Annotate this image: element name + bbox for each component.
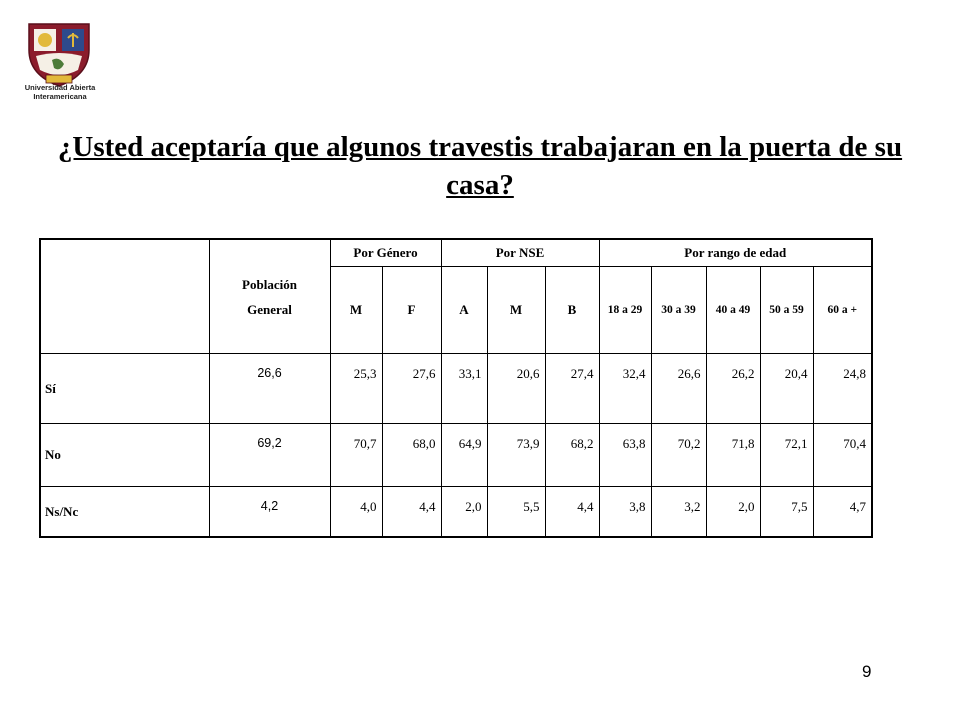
- subheader-genero-f: F: [382, 267, 441, 354]
- row-label: Ns/Nc: [40, 487, 209, 538]
- institution-name: [10, 83, 110, 101]
- table-cell: 2,0: [441, 487, 487, 538]
- table-cell: 26,6: [651, 354, 706, 424]
- table-cell: 64,9: [441, 424, 487, 487]
- subheader-nse-a: A: [441, 267, 487, 354]
- table-cell: 70,2: [651, 424, 706, 487]
- table-cell: 68,2: [545, 424, 599, 487]
- table-cell: 68,0: [382, 424, 441, 487]
- table-cell: 63,8: [599, 424, 651, 487]
- table-cell: 4,2: [209, 487, 330, 538]
- subheader-edad-60-plus: 60 a +: [813, 267, 872, 354]
- table-cell: 3,2: [651, 487, 706, 538]
- table-corner-cell: [40, 239, 209, 354]
- table-cell: 4,0: [330, 487, 382, 538]
- table-cell: 20,6: [487, 354, 545, 424]
- subheader-nse-m: M: [487, 267, 545, 354]
- institution-name-line2: Interamericana: [33, 92, 87, 101]
- table-cell: 27,6: [382, 354, 441, 424]
- table-cell: 4,4: [382, 487, 441, 538]
- page-number: 9: [862, 662, 872, 681]
- table-cell: 20,4: [760, 354, 813, 424]
- subheader-edad-50-59: 50 a 59: [760, 267, 813, 354]
- subheader-edad-30-39: 30 a 39: [651, 267, 706, 354]
- slide-title: ¿Usted aceptaría que algunos travestis trabajaran en la puerta de su casa?: [57, 131, 903, 201]
- table-cell: 26,2: [706, 354, 760, 424]
- subheader-nse-b: B: [545, 267, 599, 354]
- table-row-no: [40, 424, 872, 487]
- table-cell: 4,7: [813, 487, 872, 538]
- table-row-si: [40, 354, 872, 424]
- table-cell: 70,7: [330, 424, 382, 487]
- table-cell: 32,4: [599, 354, 651, 424]
- table-cell: 27,4: [545, 354, 599, 424]
- institution-name-line1: Universidad Abierta: [24, 83, 96, 92]
- table-cell: 24,8: [813, 354, 872, 424]
- subheader-edad-18-29: 18 a 29: [599, 267, 651, 354]
- table-cell: 71,8: [706, 424, 760, 487]
- table-cell: 2,0: [706, 487, 760, 538]
- header-group-edad: Por rango de edad: [599, 239, 872, 267]
- table-cell: 73,9: [487, 424, 545, 487]
- table-cell: 5,5: [487, 487, 545, 538]
- crest-shield-icon: [14, 20, 104, 90]
- table-cell: 70,4: [813, 424, 872, 487]
- table-cell: 26,6: [209, 354, 330, 424]
- subheader-edad-40-49: 40 a 49: [706, 267, 760, 354]
- table-row-ns-nc: [40, 487, 872, 538]
- header-poblacion-line2: General: [247, 301, 292, 317]
- table-header-row: [40, 239, 872, 267]
- row-label: No: [40, 424, 209, 487]
- table-cell: 69,2: [209, 424, 330, 487]
- table-cell: 3,8: [599, 487, 651, 538]
- table-cell: 7,5: [760, 487, 813, 538]
- subheader-genero-m: M: [330, 267, 382, 354]
- row-label: Sí: [40, 354, 209, 424]
- table-cell: 33,1: [441, 354, 487, 424]
- table-cell: 25,3: [330, 354, 382, 424]
- header-group-nse: Por NSE: [441, 239, 599, 267]
- header-poblacion-general: [209, 239, 330, 354]
- table-cell: 4,4: [545, 487, 599, 538]
- table-cell: 72,1: [760, 424, 813, 487]
- survey-results-table: [39, 238, 873, 538]
- header-poblacion-line1: Población: [242, 276, 297, 292]
- header-group-genero: Por Género: [330, 239, 441, 267]
